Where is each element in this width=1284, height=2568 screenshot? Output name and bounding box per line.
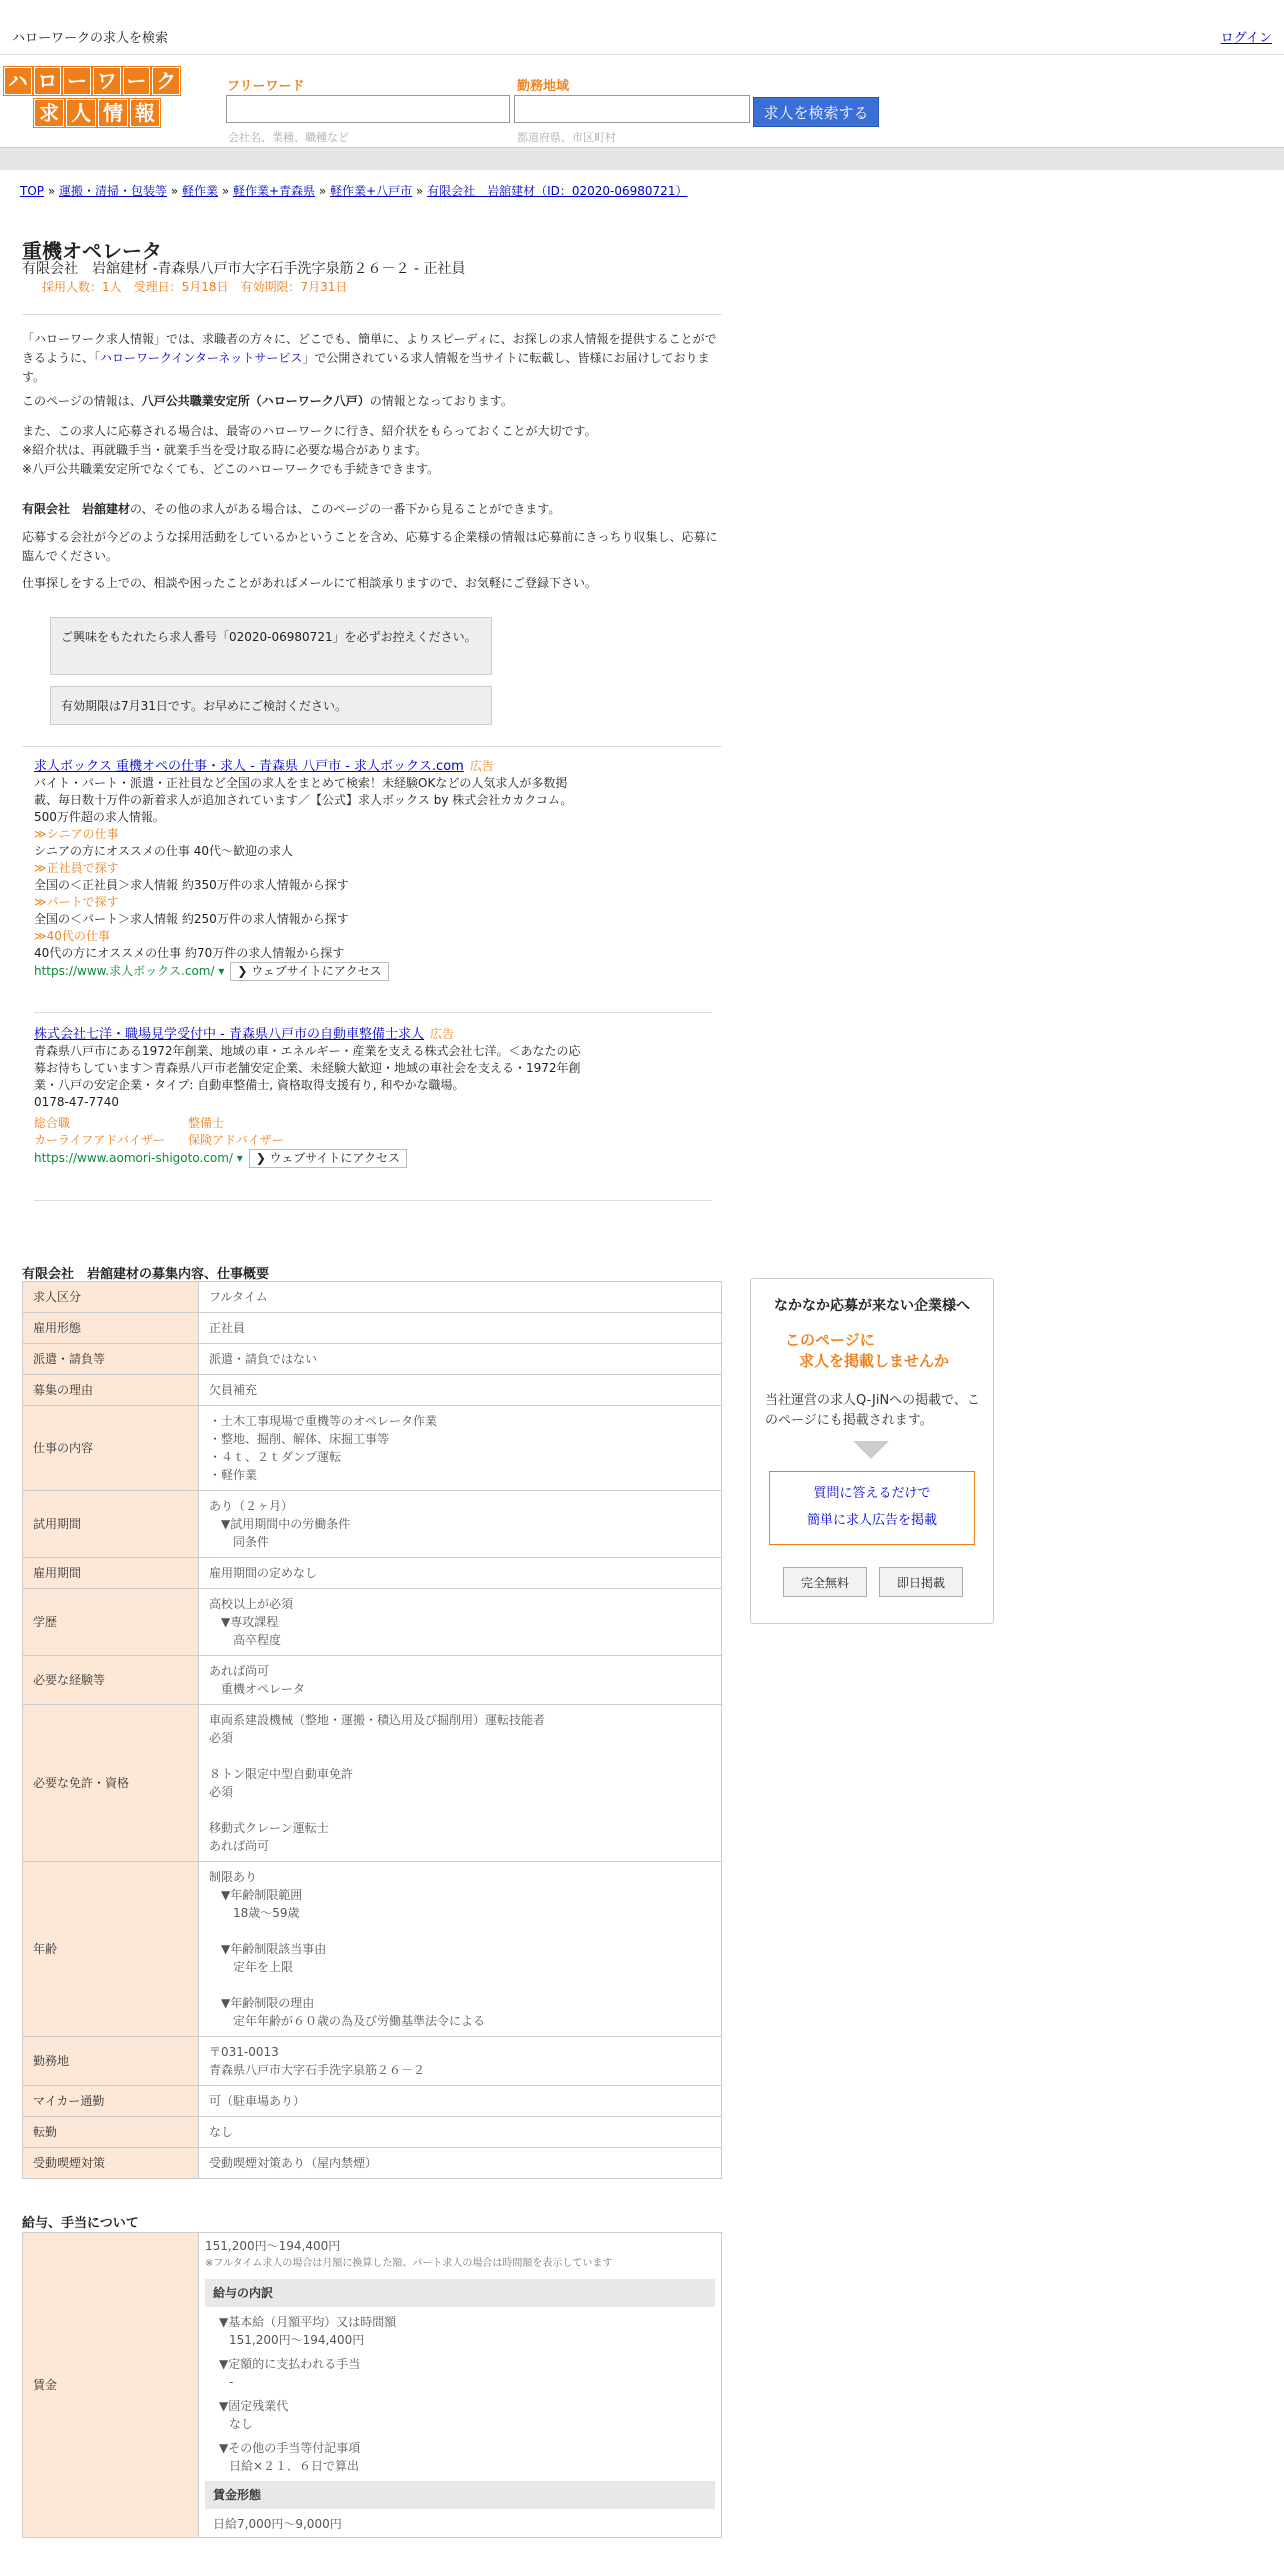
row-value: [199, 1313, 722, 1344]
row-label: 転勤: [23, 2117, 199, 2148]
row-label: 雇用形態: [23, 1313, 199, 1344]
logo-row-2: [34, 99, 180, 127]
ad-sitelink-text: シニアの方にオススメの仕事 40代～歓迎の求人: [34, 844, 293, 858]
down-arrow-icon: [853, 1441, 889, 1459]
value-line: [209, 1801, 711, 1819]
salary-section-title: 給与、手当について: [22, 2216, 139, 2231]
row-value: [199, 2117, 722, 2148]
ad-sitelink-text: 全国の＜正社員＞求人情報 約350万件の求人情報から探す: [34, 878, 349, 892]
value-line: [209, 1976, 711, 1994]
value-line: ・軽作業: [209, 1468, 258, 1482]
area-label: 勤務地域: [517, 79, 570, 94]
table-row: [23, 1313, 722, 1344]
intro-paragraph-5: 応募する会社が今どのような採用活動をしているかということを含め、応募する企業様の情報は応募前にきっちり収集し、応募に臨んでください。: [22, 530, 718, 563]
table-row: [23, 1705, 722, 1862]
row-label: 年齢: [23, 1862, 199, 2037]
intro-paragraph-3: [22, 422, 722, 479]
value-line: 車両系建設機械（整地・運搬・積込用及び掘削用）運転技能者: [209, 1713, 546, 1727]
promo-description: 当社運営の求人Q-JiNへの掲載で、このページにも掲載されます。: [765, 1393, 980, 1428]
breadcrumb-subcategory[interactable]: 軽作業: [182, 184, 219, 198]
wage-form-heading: 賃金形態: [205, 2481, 715, 2509]
area-input[interactable]: [514, 95, 750, 123]
value-line: 必須: [209, 1785, 234, 1799]
table-row: [23, 2086, 722, 2117]
table-row: [23, 1589, 722, 1656]
ad-desc: 業・八戸の安定企業・タイプ: 自動車整備士, 資格取得支援有り, 和やかな職場。: [34, 1078, 465, 1092]
value-line: あれば尚可: [209, 1664, 270, 1678]
row-value: [199, 1589, 722, 1656]
logo-char: 情: [98, 99, 128, 127]
row-label: 勤務地: [23, 2037, 199, 2086]
row-label: 求人区分: [23, 1282, 199, 1313]
ad-desc: 青森県八戸市にある1972年創業、地域の車・エネルギー・産業を支える株式会社七洋。＜あなたの応: [34, 1044, 581, 1058]
freeword-hint: 会社名、業種、職種など: [228, 131, 349, 144]
site-label: ハローワークの求人を検索: [12, 31, 169, 46]
row-label: 募集の理由: [23, 1375, 199, 1406]
row-label: 必要な経験等: [23, 1656, 199, 1705]
row-value: [199, 1491, 722, 1558]
table-row: [23, 1558, 722, 1589]
value-line: 制限あり: [209, 1870, 258, 1884]
row-value: [199, 1344, 722, 1375]
job-meta: 採用人数：1人 受理日：5月18日 有効期限：7月31日: [42, 280, 348, 294]
value-line: ・４ｔ、２ｔダンプ運転: [209, 1450, 342, 1464]
row-value: [199, 2148, 722, 2179]
value-line: 定年を上限: [209, 1960, 294, 1974]
breakdown-item-heading: ▼固定残業代: [219, 2399, 289, 2413]
row-value: [199, 1705, 722, 1862]
table-row: [23, 2037, 722, 2086]
row-label: 試用期間: [23, 1491, 199, 1558]
breakdown-item-heading: ▼基本給（月額平均）又は時間額: [219, 2315, 397, 2329]
breakdown-list: [205, 2313, 715, 2475]
value-line: 同条件: [209, 1535, 270, 1549]
intro-paragraph-2: [22, 392, 722, 411]
ad-title-link[interactable]: 求人ボックス 重機オペの仕事・求人 - 青森県 八戸市 - 求人ボックス.com: [34, 759, 464, 774]
promo-box: [750, 1278, 994, 1624]
promo-line: このページに: [785, 1331, 875, 1349]
breadcrumb: [20, 182, 687, 199]
row-value: [199, 2233, 722, 2538]
row-label: 学歴: [23, 1589, 199, 1656]
table-row: [23, 1375, 722, 1406]
value-line: ▼専攻課程: [209, 1615, 279, 1629]
ad-sitelink[interactable]: ≫正社員で探す: [34, 861, 119, 875]
intro-paragraph-6: 仕事探しをする上での、相談や困ったことがあればメールにて相談承りますので、お気軽にご登録下さい。: [22, 576, 598, 590]
value-line: 可（駐車場あり）: [209, 2094, 306, 2108]
value-line: なし: [209, 2125, 234, 2139]
header-divider: [0, 147, 1284, 170]
row-value: [199, 1406, 722, 1491]
table-row: [23, 2233, 722, 2538]
row-value: [199, 1656, 722, 1705]
intro-line: また、この求人に応募される場合は、最寄のハローワークに行き、紹介状をもらっておくことが大切です。: [22, 424, 597, 438]
value-line: [209, 1747, 711, 1765]
divider: [22, 746, 722, 747]
table-row: [23, 1491, 722, 1558]
details-section-title: 有限会社 岩舘建材の募集内容、仕事概要: [22, 1267, 270, 1282]
row-label: 派遣・請負等: [23, 1344, 199, 1375]
ad-block-2: [34, 1026, 714, 1168]
logo-char: 人: [66, 99, 96, 127]
value-line: [209, 1922, 711, 1940]
breakdown-heading: 給与の内訳: [205, 2279, 715, 2307]
value-line: ・整地、掘削、解体、床掘工事等: [209, 1432, 390, 1446]
table-row: [23, 1406, 722, 1491]
breadcrumb-top[interactable]: TOP: [20, 184, 45, 198]
office-name: 八戸公共職業安定所（ハローワーク八戸）: [141, 394, 370, 408]
value-line: あり（２ヶ月）: [209, 1499, 294, 1513]
company-name: 有限会社 岩舘建材: [22, 502, 131, 516]
ad-desc: バイト・パート・派遣・正社員など全国の求人をまとめて検索！未経験OKなどの人気求人が多数掲: [34, 776, 568, 790]
hellowork-internet-link[interactable]: ハローワークインターネットサービス: [100, 351, 303, 365]
breakdown-item-value: -: [229, 2375, 234, 2389]
ad-desc: 募お待ちしています＞青森県八戸市老舗安定企業、未経験大歓迎・地域の車社会を支える・1972年創: [34, 1061, 581, 1075]
row-label: 受動喫煙対策: [23, 2148, 199, 2179]
value-line: フルタイム: [209, 1290, 268, 1304]
breakdown-item-value: 日給×２１．６日で算出: [229, 2459, 360, 2473]
deadline-note: 有効期限は7月31日です。お早めにご検討ください。: [50, 686, 492, 725]
table-row: [23, 1344, 722, 1375]
row-value: [199, 1282, 722, 1313]
logo-char: ワ: [93, 67, 121, 95]
freeword-label: フリーワード: [227, 79, 305, 94]
breadcrumb-company[interactable]: 有限会社 岩舘建材（ID：02020-06980721）: [427, 184, 688, 198]
value-line: あれば尚可: [209, 1839, 270, 1853]
job-title: 重機オペレータ: [22, 239, 162, 263]
value-line: 定年年齢が６０歳の為及び労働基準法令による: [209, 2014, 486, 2028]
value-line: 高卒程度: [209, 1633, 282, 1647]
intro-text: このページの情報は、: [22, 394, 142, 408]
ad-sitelink-text: 40代の方にオススメの仕事 約70万件の求人情報から探す: [34, 946, 345, 960]
row-value: [199, 1558, 722, 1589]
ad-desc: 500万件超の求人情報。: [34, 810, 165, 824]
value-line: 受動喫煙対策あり（屋内禁煙）: [209, 2156, 378, 2170]
promo-title: なかなか応募が来ない企業様へ: [774, 1298, 970, 1314]
table-row: [23, 2148, 722, 2179]
search-header: [0, 55, 1284, 147]
job-number-note: ご興味をもたれたら求人番号「02020-06980721」を必ずお控えください。: [50, 617, 492, 675]
intro-text: の情報となっております。: [369, 394, 513, 408]
value-line: ▼年齢制限該当事由: [209, 1942, 327, 1956]
value-line: 雇用期間の定めなし: [209, 1566, 318, 1580]
ad-tag: 広告: [429, 1027, 454, 1041]
value-line: 高校以上が必須: [209, 1597, 294, 1611]
breadcrumb-sep: »: [44, 184, 59, 198]
salary-table: [22, 2232, 722, 2538]
row-label: マイカー通勤: [23, 2086, 199, 2117]
value-line: 青森県八戸市大字石手洗字泉筋２６－２: [209, 2063, 426, 2077]
visit-website-button[interactable]: ❯ ウェブサイトにアクセス: [230, 962, 388, 981]
value-line: ・土木工事現場で重機等のオペレータ作業: [209, 1414, 438, 1428]
ad-sitelink[interactable]: ≫パートで探す: [34, 895, 119, 909]
row-label: 仕事の内容: [23, 1406, 199, 1491]
table-row: [23, 1862, 722, 2037]
breadcrumb-prefecture[interactable]: 軽作業+青森県: [233, 184, 316, 198]
ad-sitelink-text: 全国の＜パート＞求人情報 約250万件の求人情報から探す: [34, 912, 349, 926]
ad-title-link[interactable]: 株式会社七洋・職場見学受付中 - 青森県八戸市の自動車整備士求人: [34, 1027, 424, 1042]
divider: [34, 1012, 712, 1013]
details-table: [22, 1281, 722, 2179]
wage-form-value: 日給7,000円〜9,000円: [213, 2517, 342, 2531]
ad-url[interactable]: https://www.aomori-shigoto.com/ ▾: [34, 1151, 243, 1165]
value-line: 派遣・請負ではない: [209, 1352, 318, 1366]
breadcrumb-city[interactable]: 軽作業+八戸市: [330, 184, 413, 198]
breadcrumb-category[interactable]: 運搬・清掃・包装等: [59, 184, 168, 198]
value-line: 重機オペレータ: [209, 1682, 306, 1696]
row-value: [199, 2037, 722, 2086]
row-label: 必要な免許・資格: [23, 1705, 199, 1862]
salary-note: ※フルタイム求人の場合は月額に換算した額、パート求人の場合は時間額を表示しています: [205, 2258, 613, 2269]
value-line: 必須: [209, 1731, 234, 1745]
value-line: 移動式クレーン運転士: [209, 1821, 329, 1835]
breakdown-item-heading: ▼その他の手当等付記事項: [219, 2441, 361, 2455]
ad-tag: 広告: [469, 759, 494, 773]
intro-text: の、その他の求人がある場合は、このページの一番下から見ることができます。: [130, 502, 561, 516]
logo-char: ロ: [34, 67, 62, 95]
row-value: [199, 2086, 722, 2117]
visit-website-button[interactable]: ❯ ウェブサイトにアクセス: [249, 1149, 407, 1168]
row-label: 賃金: [23, 2233, 199, 2538]
breakdown-item-value: 151,200円〜194,400円: [229, 2333, 365, 2347]
intro-line: ※八戸公共職業安定所でなくても、どこのハローワークでも手続きできます。: [22, 462, 440, 476]
row-value: [199, 1862, 722, 2037]
logo-char: 報: [130, 99, 160, 127]
salary-range: 151,200円〜194,400円: [205, 2239, 341, 2253]
intro-text: 」で公開されている求人情報を当サイトに転載し、皆様にお届けしております。: [22, 351, 710, 384]
logo-char: ー: [63, 67, 91, 95]
freeword-input[interactable]: [226, 95, 510, 123]
breadcrumb-sep: »: [315, 184, 331, 198]
search-button[interactable]: 求人を検索する: [753, 97, 879, 127]
ad-phone[interactable]: 0178-47-7740: [34, 1095, 120, 1109]
value-line: 18歳～59歳: [209, 1906, 300, 1920]
free-button[interactable]: 完全無料: [783, 1567, 867, 1597]
ad-sitelink[interactable]: 総合職: [34, 1116, 71, 1130]
breadcrumb-sep: »: [218, 184, 233, 198]
value-line: 正社員: [209, 1321, 246, 1335]
breakdown-item-heading: ▼定額的に支払われる手当: [219, 2357, 361, 2371]
row-value: [199, 1375, 722, 1406]
intro-paragraph-4: [22, 500, 722, 519]
area-hint: 都道府県、市区町村: [517, 131, 616, 144]
ad-sitelink[interactable]: ≫シニアの仕事: [34, 827, 119, 841]
ad-sitelink[interactable]: ≫40代の仕事: [34, 929, 110, 943]
ad-sitelink[interactable]: 保険アドバイザー: [188, 1133, 284, 1147]
intro-line: ※紹介状は、再就職手当・就業手当を受け取る時に必要な場合があります。: [22, 443, 428, 457]
table-row: [23, 1656, 722, 1705]
table-row: [23, 2117, 722, 2148]
breakdown-item-value: なし: [229, 2417, 254, 2431]
hellowork-logo[interactable]: [4, 67, 180, 123]
breadcrumb-sep: »: [412, 184, 428, 198]
divider: [34, 1200, 712, 1201]
logo-char: ー: [123, 67, 151, 95]
breadcrumb-sep: »: [167, 184, 182, 198]
promo-link[interactable]: 質問に答えるだけで: [813, 1486, 931, 1501]
ad-block-1: [34, 758, 714, 981]
value-line: 〒031-0013: [209, 2045, 279, 2059]
value-line: ８トン限定中型自動車免許: [209, 1767, 354, 1781]
ad-desc: 載、毎日数十万件の新着求人が追加されています／【公式】求人ボックス by 株式会社カカクコム。: [34, 793, 573, 807]
value-line: 欠員補充: [209, 1383, 258, 1397]
row-label: 雇用期間: [23, 1558, 199, 1589]
top-bar: [0, 0, 1284, 55]
same-day-button[interactable]: 即日掲載: [879, 1567, 963, 1597]
login-link[interactable]: ログイン: [1220, 31, 1272, 46]
logo-row-1: [4, 67, 180, 95]
table-row: [23, 1282, 722, 1313]
company-line: 有限会社 岩舘建材 -青森県八戸市大字石手洗字泉筋２６－２ - 正社員: [22, 261, 466, 277]
value-line: ▼年齢制限の理由: [209, 1996, 315, 2010]
promo-line: 求人を掲載しませんか: [799, 1352, 950, 1370]
logo-char: ク: [152, 67, 180, 95]
intro-paragraph-1: [22, 330, 722, 387]
promo-link[interactable]: 簡単に求人広告を掲載: [806, 1513, 937, 1528]
logo-char: 求: [34, 99, 64, 127]
ad-url[interactable]: https://www.求人ボックス.com/ ▾: [34, 964, 225, 978]
ad-sitelink[interactable]: 整備士: [188, 1116, 225, 1130]
value-line: ▼年齢制限範囲: [209, 1888, 303, 1902]
divider: [22, 314, 722, 315]
value-line: ▼試用期間中の労働条件: [209, 1517, 351, 1531]
ad-sitelink[interactable]: カーライフアドバイザー: [34, 1133, 166, 1147]
logo-char: ハ: [4, 67, 32, 95]
promo-link-box: [769, 1471, 975, 1545]
intro-text: 「ハローワーク求人情報」では、求職者の方々に、どこでも、簡単に、よりスピーディに、お探しの求人情報を提供することができるように、「: [22, 332, 717, 365]
